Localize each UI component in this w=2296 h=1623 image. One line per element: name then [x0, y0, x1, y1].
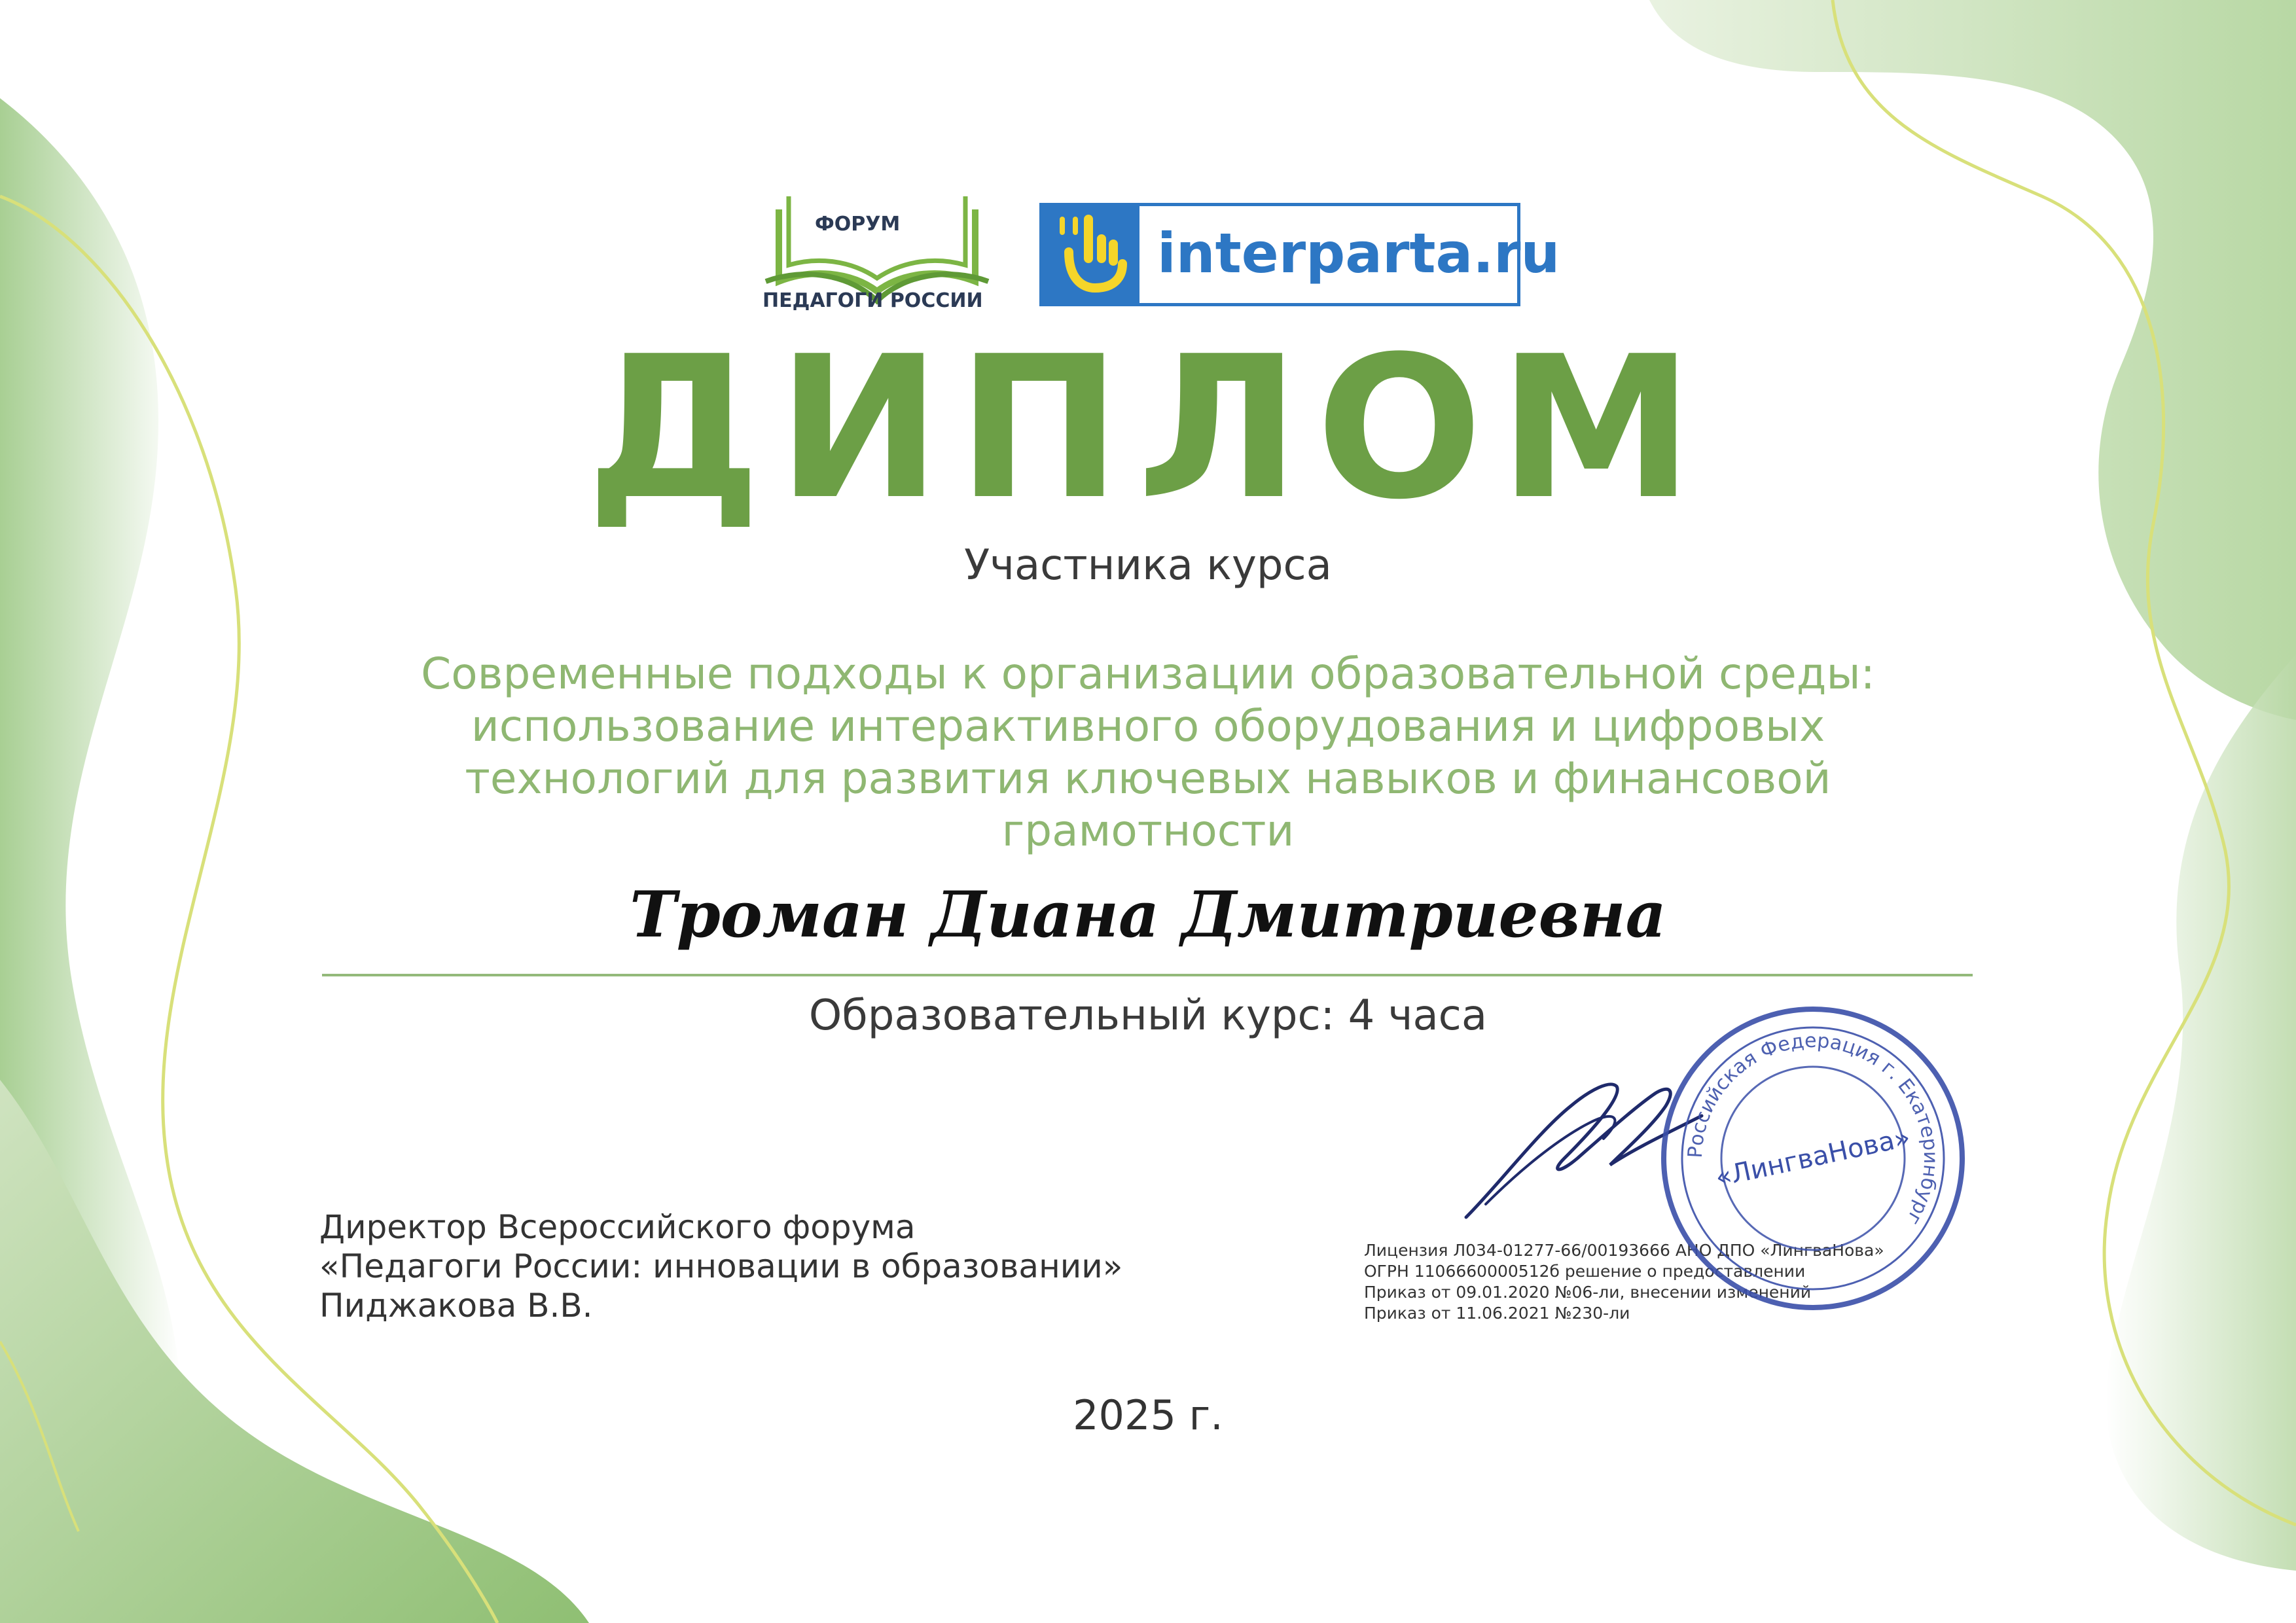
- director-block: [319, 1207, 1122, 1325]
- hand-pointer-icon: [1043, 206, 1139, 303]
- diploma-title: ДИПЛОМ: [586, 314, 1710, 543]
- diploma-year: 2025 г.: [1073, 1391, 1223, 1439]
- license-line-4: Приказ от 11.06.2021 №230-ли: [1364, 1304, 1630, 1323]
- forum-logo-top-text: ФОРУМ: [815, 213, 901, 236]
- forum-logo: [753, 183, 1001, 314]
- course-duration: Образовательный курс: 4 часа: [808, 991, 1488, 1040]
- diploma-subtitle: Участника курса: [964, 541, 1332, 590]
- license-line-2: ОГРН 1106660000512б решение о предоставлении: [1364, 1262, 1806, 1281]
- director-line-1: Директор Всероссийского форума: [319, 1208, 916, 1246]
- name-divider: [322, 974, 1973, 976]
- course-title: Современные подходы к организации образовательной среды: использование интерактивного оборудования и цифровых технологий для развития ключевых навыков и финансовой грамотности: [421, 649, 1875, 856]
- director-line-2: «Педагоги России: инновации в образовании»: [319, 1247, 1123, 1285]
- stamp-center-text: «ЛингваНова»: [1712, 1122, 1913, 1194]
- interparta-logo-text: interparta.ru: [1157, 221, 1560, 285]
- stamp-ring-text: Российская Федерация г. Екатеринбург: [1683, 1029, 1943, 1229]
- forum-logo-bottom-text: ПЕДАГОГИ РОССИИ: [762, 289, 983, 312]
- director-line-3: Пиджакова В.В.: [319, 1287, 593, 1325]
- license-line-1: Лицензия Л034-01277-66/00193666 АНО ДПО «ЛингваНова»: [1364, 1241, 1884, 1260]
- license-line-3: Приказ от 09.01.2020 №06-ли, внесении изменений: [1364, 1283, 1812, 1302]
- stamp-seal: [1656, 1001, 1970, 1315]
- recipient-name: Троман Диана Дмитриевна: [630, 878, 1666, 952]
- interparta-logo: [1039, 203, 1560, 306]
